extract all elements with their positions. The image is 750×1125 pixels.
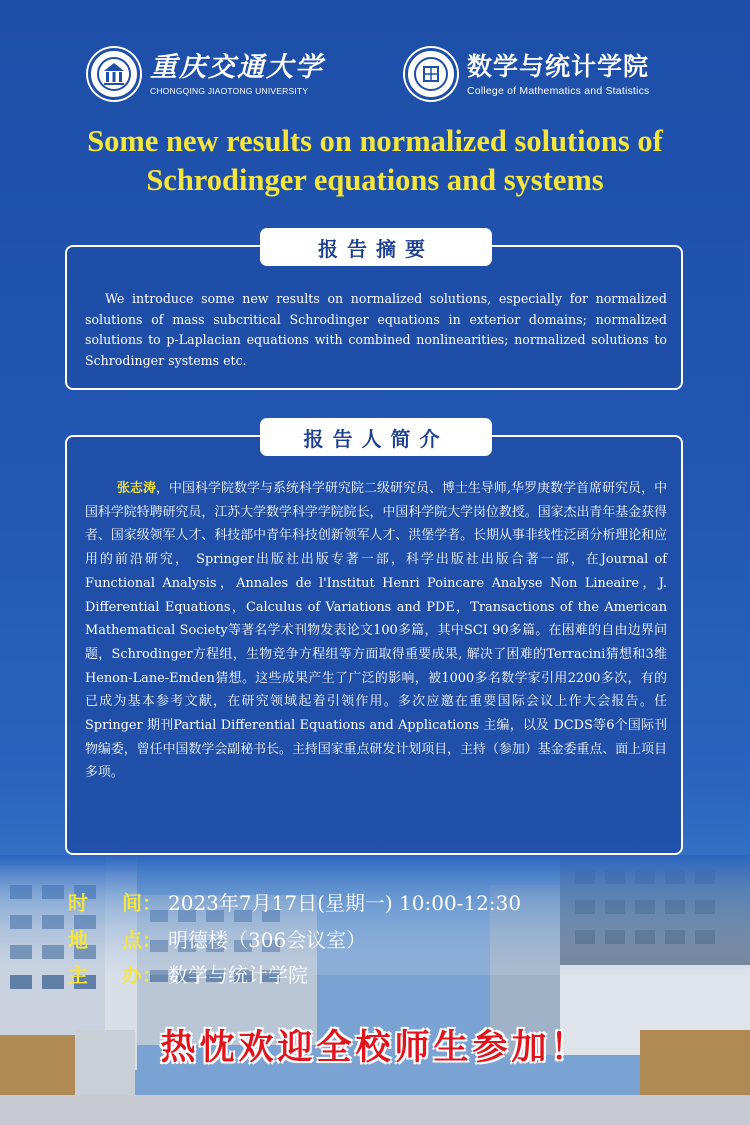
- speaker-name: 张志涛: [117, 481, 156, 496]
- speaker-bio-text-block: [85, 477, 667, 785]
- college-seal-icon: [405, 48, 457, 100]
- event-place-value: 明德楼（306会议室）: [168, 928, 367, 952]
- abstract-text: We introduce some new results on normalized solutions, especially for normalized solutions of mass subcritical Schrodinger equations in exterior domains; normalized solutions to p-Laplacian equations with combined nonlinearities; normalized solutions to Schrodinger systems etc.: [85, 291, 667, 368]
- university-logo: [88, 48, 324, 100]
- event-place: [68, 925, 366, 955]
- abstract-heading: 报告摘要: [260, 228, 492, 266]
- talk-title: [0, 122, 750, 200]
- speaker-bio-heading: 报告人简介: [260, 418, 492, 456]
- event-host-label: 主 办：: [68, 963, 162, 987]
- event-host-value: 数学与统计学院: [168, 963, 308, 987]
- university-name-en: CHONGQING JIAOTONG UNIVERSITY: [150, 86, 309, 96]
- header: [0, 0, 750, 110]
- event-host: [68, 960, 308, 990]
- event-place-label: 地 点：: [68, 928, 162, 952]
- welcome-banner: 热忱欢迎全校师生参加！: [160, 1028, 590, 1068]
- event-time-label: 时 间：: [68, 891, 162, 915]
- event-time: [68, 888, 521, 918]
- talk-title-line1: Some new results on normalized solutions of: [87, 124, 663, 158]
- talk-title-line2: Schrodinger equations and systems: [146, 163, 604, 197]
- university-seal-icon: [88, 48, 140, 100]
- college-name-cn: 数学与统计学院: [467, 52, 650, 81]
- abstract-panel: [65, 236, 683, 390]
- college-name-en: College of Mathematics and Statistics: [467, 85, 650, 97]
- event-time-value: 2023年7月17日(星期一) 10:00-12:30: [168, 891, 522, 915]
- speaker-bio-panel: [65, 426, 683, 855]
- college-logo: [405, 48, 649, 100]
- university-name-cn: 重庆交通大学: [150, 52, 324, 83]
- speaker-bio-text: ，中国科学院数学与系统科学研究院二级研究员、博士生导师,华罗庚数学首席研究员，中国科学院特聘研究员，江苏大学数学科学学院院长，中国科学院大学岗位教授。国家杰出青年基金获得者、国家级领军人才、科技部中青年科技创新领军人才、洪堡学者。长期从事非线性泛函分析理论和应用的前沿研究， Springer出版社出版专著一部，科学出版社出版合著一部，在Journal of Functional Analysis，Annales de l'Institut Henri Poincare Analyse Non Lineaire，J. Differential Equations，Calculus of Variations and PDE，Transactions of the American Mathematical Society等著名学术刊物发表论文100多篇，其中SCI 90多篇。在困难的自由边界问题，Schrodinger方程组，生物竞争方程组等方面取得重要成果, 解决了困难的Terracini猜想和3维Henon-Lane-Emden猜想。这些成果产生了广泛的影响，被1000多名数学家引用2200多次，有的已成为基本参考文献，在研究领域起着引领作用。多次应邀在重要国际会议上作大会报告。任Springer 期刊Partial Differential Equations and Applications 主编，以及 DCDS等6个国际刊物编委，曾任中国数学会副秘书长。主持国家重点研发计划项目，主持（参加）基金委重点、面上项目多项。: [85, 481, 667, 781]
